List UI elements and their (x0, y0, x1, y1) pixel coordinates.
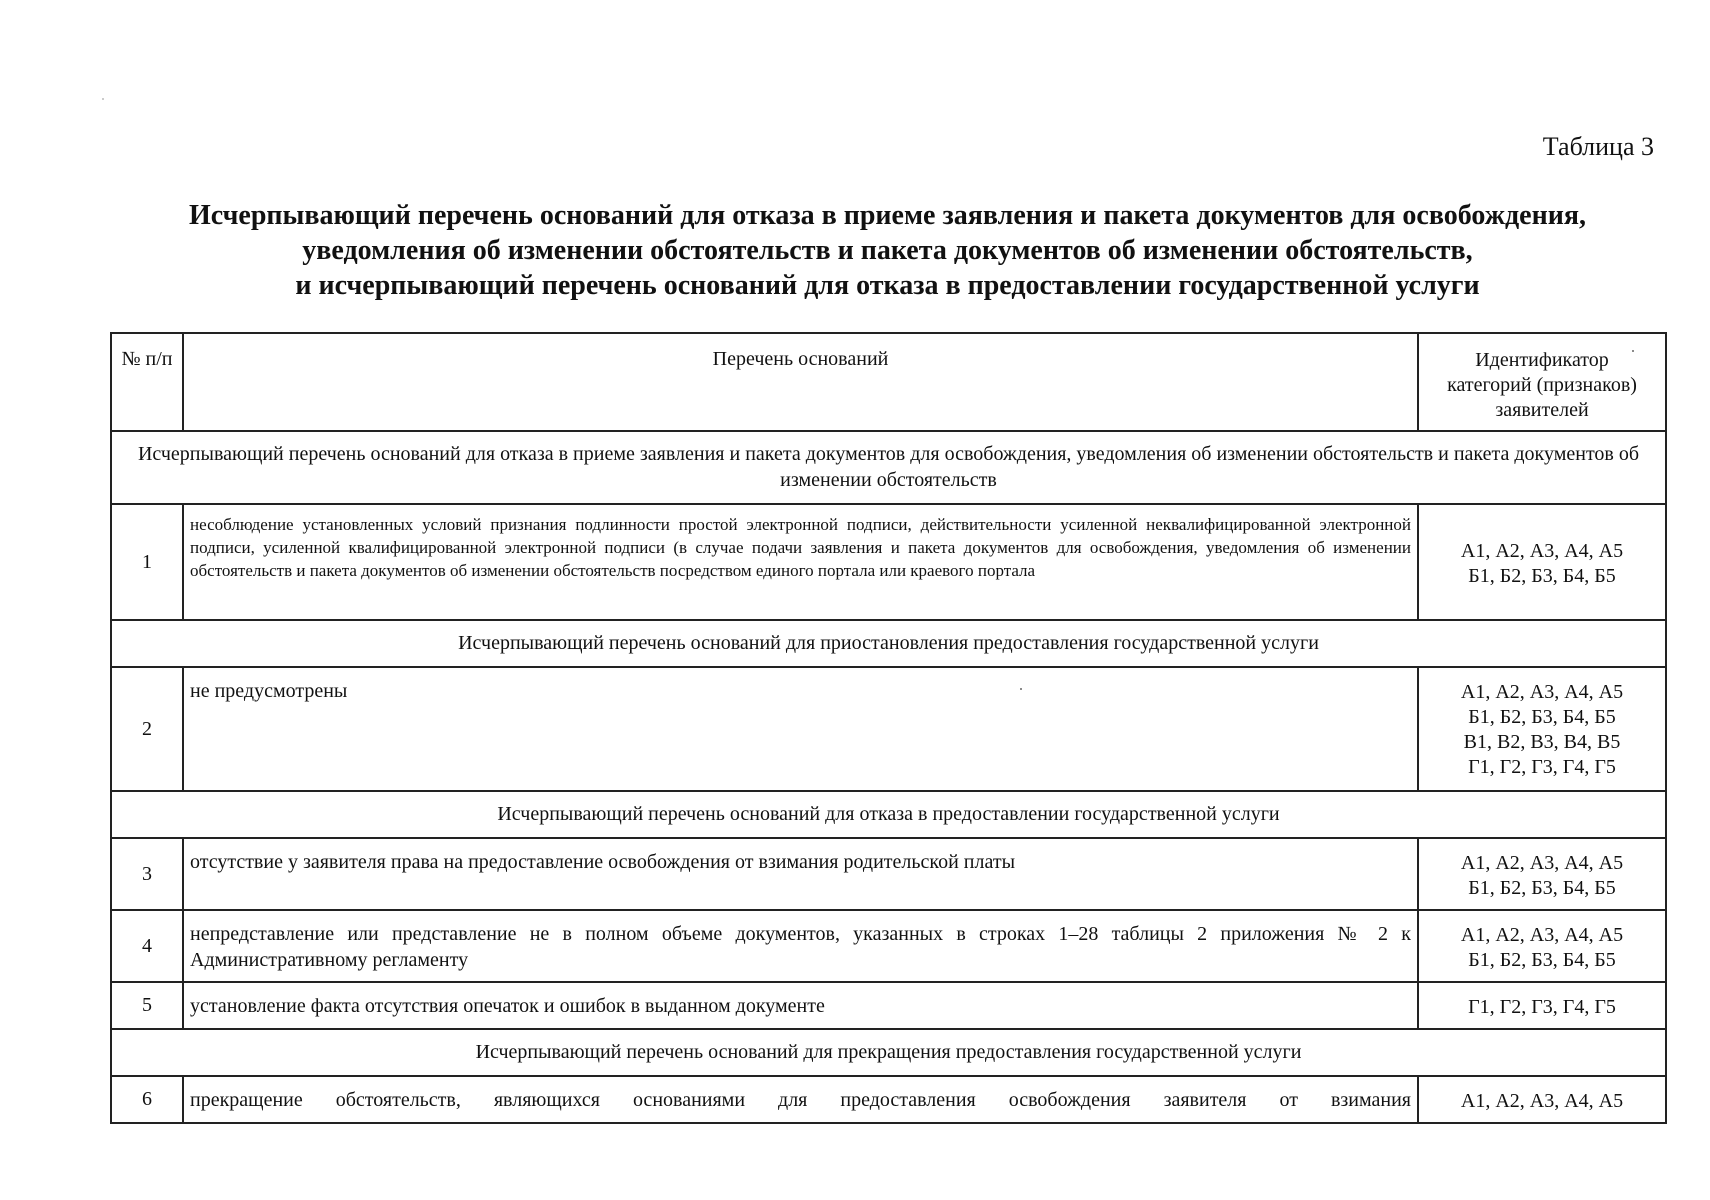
table-row (111, 1076, 1666, 1123)
row-identifiers (1418, 504, 1666, 620)
row-number: 1 (111, 504, 183, 620)
table-row (111, 982, 1666, 1029)
identifier-line: Б1, Б2, Б3, Б4, Б5 (1468, 877, 1616, 899)
column-header-identifier-line: категорий (признаков) (1447, 374, 1637, 396)
section-row (111, 431, 1666, 504)
identifier-line: Г1, Г2, Г3, Г4, Г5 (1468, 996, 1616, 1018)
section-heading-termination: Исчерпывающий перечень оснований для прекращения предоставления государственной услуги (111, 1029, 1666, 1076)
scan-speck (1020, 688, 1022, 690)
scan-speck (102, 98, 104, 100)
identifier-line: А1, А2, А3, А4, А5 (1460, 540, 1624, 562)
identifier-line: А1, А2, А3, А4, А5 (1460, 924, 1624, 946)
row-number: 4 (111, 910, 183, 982)
identifier-line: В1, В2, В3, В4, В5 (1463, 731, 1621, 753)
section-heading-refusal-of-service: Исчерпывающий перечень оснований для отказа в предоставлении государственной услуги (111, 791, 1666, 838)
row-number: 2 (111, 667, 183, 791)
table-row (111, 667, 1666, 791)
table-row (111, 838, 1666, 910)
identifier-line: А1, А2, А3, А4, А5 (1460, 681, 1624, 703)
section-row (111, 620, 1666, 667)
row-identifiers (1418, 982, 1666, 1029)
title-line-3: и исчерпывающий перечень оснований для отказа в предоставлении государственной услуги (295, 270, 1480, 301)
column-header-identifier-line: Идентификатор (1475, 349, 1609, 371)
row-reason: прекращение обстоятельств, являющихся основаниями для предоставления освобождения заявителя от взимания (183, 1076, 1418, 1123)
identifier-line: Б1, Б2, Б3, Б4, Б5 (1468, 949, 1616, 971)
grounds-table (110, 332, 1667, 1124)
row-reason: не предусмотрены (183, 667, 1418, 791)
table-header-row (111, 333, 1666, 431)
scan-speck (1632, 350, 1634, 352)
table-number-label: Таблица 3 (1542, 132, 1654, 161)
identifier-line: А1, А2, А3, А4, А5 (1460, 1090, 1624, 1112)
table-row (111, 910, 1666, 982)
row-reason: непредставление или представление не в полном объеме документов, указанных в строках 1–28 таблицы 2 приложения № 2 к Административному регламенту (183, 910, 1418, 982)
section-row (111, 791, 1666, 838)
document-title (110, 198, 1665, 303)
section-heading-suspension: Исчерпывающий перечень оснований для приостановления предоставления государственной услуги (111, 620, 1666, 667)
identifier-line: Г1, Г2, Г3, Г4, Г5 (1468, 756, 1616, 778)
row-identifiers (1418, 1076, 1666, 1123)
column-header-number: № п/п (111, 333, 183, 431)
row-reason: установление факта отсутствия опечаток и ошибок в выданном документе (183, 982, 1418, 1029)
title-line-2: уведомления об изменении обстоятельств и пакета документов об изменении обстоятельств, (302, 235, 1473, 266)
row-number: 5 (111, 982, 183, 1029)
row-identifiers (1418, 838, 1666, 910)
row-identifiers (1418, 910, 1666, 982)
row-reason: отсутствие у заявителя права на предоставление освобождения от взимания родительской платы (183, 838, 1418, 910)
identifier-line: А1, А2, А3, А4, А5 (1460, 852, 1624, 874)
column-header-identifier (1418, 333, 1666, 431)
row-reason: несоблюдение установленных условий признания подлинности простой электронной подписи, действительности усиленной неквалифицированной электронной подписи, усиленной квалифицированной электронной подписи (в случае подачи заявления и пакета документов для освобождения, уведомления об изменении обстоятельств и пакета документов об изменении обстоятельств посредством единого портала или краевого портала (183, 504, 1418, 620)
column-header-identifier-line: заявителей (1495, 399, 1589, 421)
column-header-reasons: Перечень оснований (183, 333, 1418, 431)
table-row (111, 504, 1666, 620)
row-identifiers (1418, 667, 1666, 791)
row-number: 3 (111, 838, 183, 910)
row-number: 6 (111, 1076, 183, 1123)
section-row (111, 1029, 1666, 1076)
section-heading-rejection-of-application: Исчерпывающий перечень оснований для отказа в приеме заявления и пакета документов для освобождения, уведомления об изменении обстоятельств и пакета документов об изменении обстоятельств (111, 431, 1666, 504)
title-line-1: Исчерпывающий перечень оснований для отказа в приеме заявления и пакета документов для освобождения, (188, 200, 1587, 231)
identifier-line: Б1, Б2, Б3, Б4, Б5 (1468, 706, 1616, 728)
identifier-line: Б1, Б2, Б3, Б4, Б5 (1468, 565, 1616, 587)
